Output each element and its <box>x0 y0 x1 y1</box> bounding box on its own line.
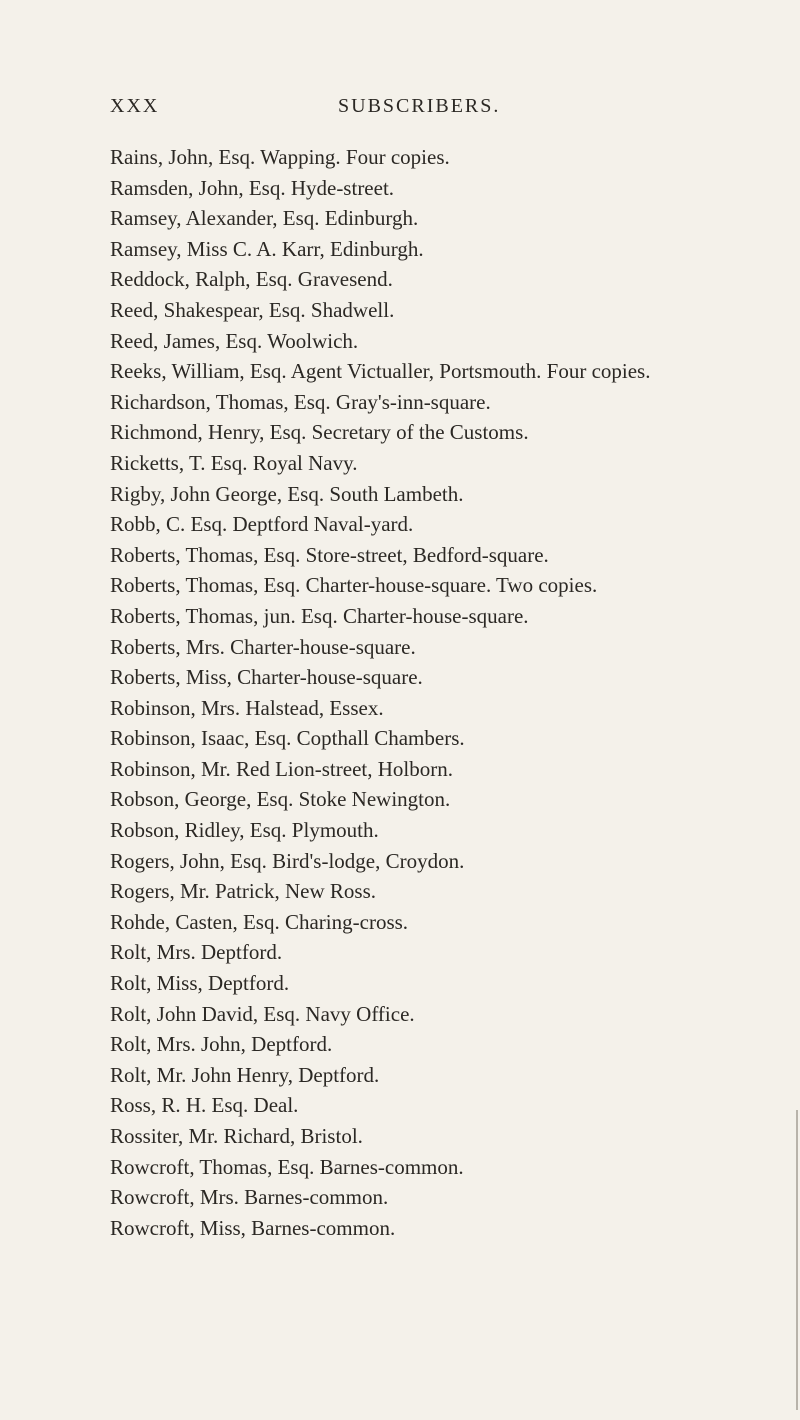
subscriber-entry: Roberts, Thomas, Esq. Store-street, Bedford-square. <box>110 542 549 567</box>
subscriber-entry: Roberts, Miss, Charter-house-square. <box>110 665 423 690</box>
page-header <box>110 95 760 125</box>
subscriber-entry: Ramsey, Alexander, Esq. Edinburgh. <box>110 206 419 231</box>
subscriber-entry: Robinson, Mrs. Halstead, Essex. <box>110 695 384 720</box>
subscriber-entry: Rolt, Mr. John Henry, Deptford. <box>110 1062 380 1087</box>
subscriber-entry: Robinson, Mr. Red Lion-street, Holborn. <box>110 756 453 781</box>
running-title: SUBSCRIBERS. <box>338 95 501 117</box>
subscriber-list <box>110 142 790 1243</box>
subscriber-entry: Rigby, John George, Esq. South Lambeth. <box>110 481 464 506</box>
subscriber-entry: Rowcroft, Miss, Barnes-common. <box>110 1215 396 1240</box>
subscriber-entry: Rowcroft, Thomas, Esq. Barnes-common. <box>110 1154 464 1179</box>
subscriber-entry: Rossiter, Mr. Richard, Bristol. <box>110 1124 363 1148</box>
subscriber-entry: Reed, James, Esq. Woolwich. <box>110 328 359 353</box>
page-edge-line <box>796 1110 798 1410</box>
subscriber-entry: Richardson, Thomas, Esq. Gray's-inn-square. <box>110 389 491 414</box>
subscriber-entry: Rolt, Miss, Deptford. <box>110 971 290 996</box>
subscriber-entry: Rohde, Casten, Esq. Charing-cross. <box>110 909 409 934</box>
subscriber-entry: Rolt, Mrs. John, Deptford. <box>110 1032 333 1057</box>
subscriber-entry: Richmond, Henry, Esq. Secretary of the Customs. <box>110 420 529 445</box>
subscriber-entry: Roberts, Thomas, Esq. Charter-house-square. Two copies. <box>110 573 598 598</box>
subscriber-entry: Rains, John, Esq. Wapping. Four copies. <box>110 145 450 169</box>
subscriber-entry: Roberts, Mrs. Charter-house-square. <box>110 634 416 659</box>
subscriber-entry: Reed, Shakespear, Esq. Shadwell. <box>110 297 395 322</box>
subscriber-entry: Robson, George, Esq. Stoke Newington. <box>110 787 451 812</box>
subscriber-entry: Ricketts, T. Esq. Royal Navy. <box>110 450 358 475</box>
subscriber-entry: Ross, R. H. Esq. Deal. <box>110 1093 299 1118</box>
subscriber-entry: Robson, Ridley, Esq. Plymouth. <box>110 818 379 843</box>
subscriber-entry: Rogers, John, Esq. Bird's-lodge, Croydon. <box>110 848 465 873</box>
subscriber-entry: Reddock, Ralph, Esq. Gravesend. <box>110 267 393 292</box>
subscriber-entry: Ramsey, Miss C. A. Karr, Edinburgh. <box>110 236 424 261</box>
subscriber-entry: Robb, C. Esq. Deptford Naval-yard. <box>110 512 414 537</box>
subscriber-entry: Rogers, Mr. Patrick, New Ross. <box>110 879 376 904</box>
subscriber-entry: Reeks, William, Esq. Agent Victualler, Portsmouth. Four copies. <box>110 359 651 384</box>
subscriber-entry: Rolt, John David, Esq. Navy Office. <box>110 1001 415 1026</box>
subscriber-entry: Roberts, Thomas, jun. Esq. Charter-house-square. <box>110 603 529 628</box>
subscriber-entry: Rowcroft, Mrs. Barnes-common. <box>110 1185 389 1210</box>
subscriber-entry: Ramsden, John, Esq. Hyde-street. <box>110 175 395 200</box>
subscriber-entry: Rolt, Mrs. Deptford. <box>110 940 283 965</box>
subscriber-entry: Robinson, Isaac, Esq. Copthall Chambers. <box>110 726 465 751</box>
page-number: XXX <box>110 95 160 117</box>
